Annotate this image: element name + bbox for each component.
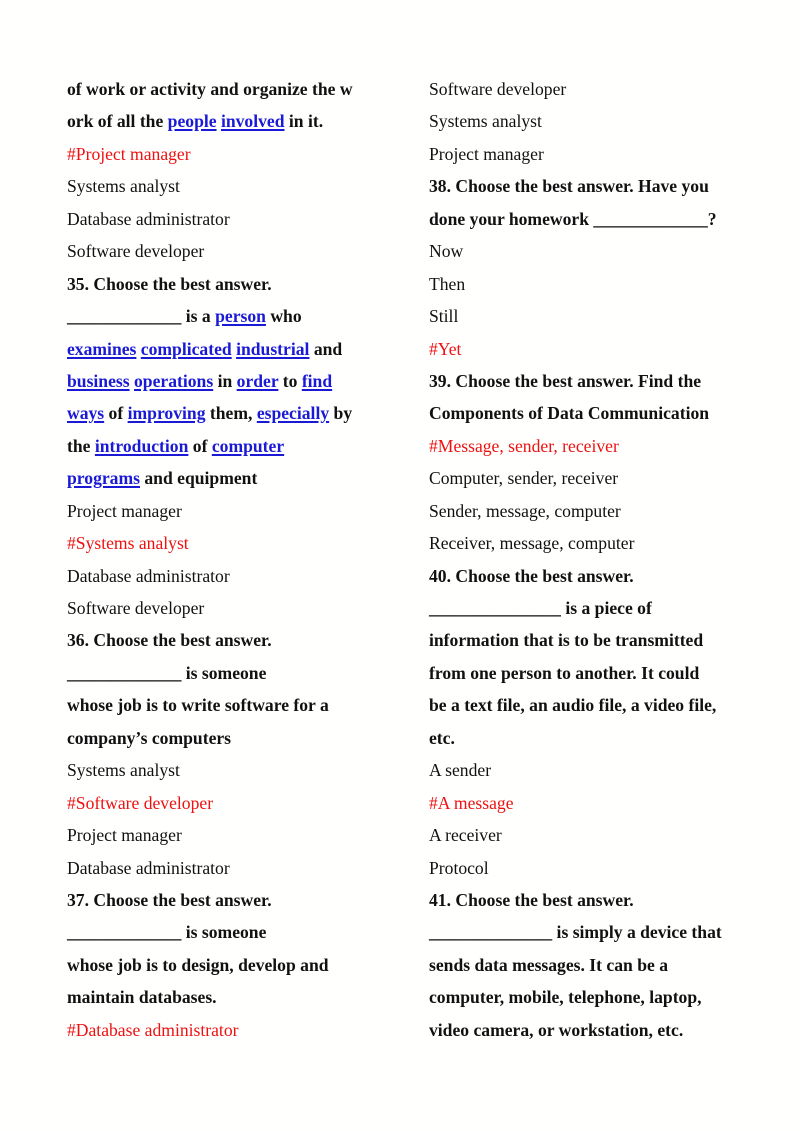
line-text: done your homework _____________?	[429, 208, 717, 229]
option-line	[429, 105, 759, 137]
line-text: 40. Choose the best answer.	[429, 565, 634, 586]
line-text: Computer, sender, receiver	[429, 468, 619, 489]
question-line	[429, 560, 759, 592]
question-line	[67, 365, 387, 397]
question-line	[67, 397, 387, 429]
word-link[interactable]: examines	[67, 338, 137, 359]
answer-line	[67, 138, 387, 170]
word-link[interactable]: programs	[67, 468, 140, 489]
question-line	[429, 722, 759, 754]
word-link[interactable]: especially	[256, 403, 330, 424]
line-text: whose job is to design, develop and	[67, 954, 329, 975]
line-text: company’s computers	[67, 727, 232, 748]
line-text: maintain databases.	[67, 987, 217, 1008]
option-line	[67, 754, 387, 786]
line-text: to	[278, 370, 302, 391]
question-line	[429, 981, 759, 1013]
line-text: of	[188, 435, 212, 456]
question-line	[67, 333, 387, 365]
line-text: in	[213, 370, 237, 391]
question-line	[67, 462, 387, 494]
option-line	[429, 819, 759, 851]
line-text: Protocol	[429, 857, 489, 878]
answer-line	[67, 787, 387, 819]
option-line	[67, 560, 387, 592]
question-line	[429, 949, 759, 981]
word-link[interactable]: person	[215, 306, 266, 327]
line-text: of work or activity and organize the w	[67, 79, 353, 99]
question-line	[67, 430, 387, 462]
question-line	[67, 884, 387, 916]
line-text: Software developer	[429, 79, 567, 99]
word-link[interactable]: industrial	[236, 338, 310, 359]
option-line	[429, 138, 759, 170]
line-text: Now	[429, 241, 464, 262]
question-line	[67, 949, 387, 981]
line-text: video camera, or workstation, etc.	[429, 1019, 684, 1040]
line-text: ______________ is simply a device that	[429, 922, 722, 943]
line-text: and equipment	[139, 468, 258, 489]
word-link[interactable]: ways	[67, 403, 105, 424]
line-text: Then	[429, 273, 466, 294]
line-text: _______________ is a piece of	[429, 598, 652, 618]
question-line	[429, 592, 759, 624]
line-text: ork of all the	[67, 111, 168, 132]
line-text: computer, mobile, telephone, laptop,	[429, 987, 702, 1008]
word-link[interactable]: order	[236, 370, 279, 391]
line-text: be a text file, an audio file, a video file,	[429, 695, 717, 716]
left-column	[67, 73, 387, 1046]
line-text: A sender	[429, 760, 492, 781]
word-link[interactable]: computer	[211, 435, 285, 456]
option-line	[67, 170, 387, 202]
word-link[interactable]: business	[67, 370, 130, 391]
line-text: them,	[205, 403, 257, 424]
line-text: who	[265, 306, 302, 327]
line-text: 36. Choose the best answer.	[67, 630, 272, 651]
answer-line	[429, 787, 759, 819]
question-line	[67, 657, 387, 689]
question-line	[67, 624, 387, 656]
answer-line	[67, 1014, 387, 1046]
option-line	[429, 73, 759, 105]
line-text: #Software developer	[67, 792, 214, 813]
question-line	[67, 722, 387, 754]
question-line	[67, 689, 387, 721]
answer-line	[429, 430, 759, 462]
line-text: Software developer	[67, 241, 205, 262]
question-line	[429, 170, 759, 202]
question-line	[67, 981, 387, 1013]
answer-line	[67, 527, 387, 559]
line-text: #A message	[429, 792, 514, 813]
line-text: Systems analyst	[67, 176, 180, 197]
line-text: by	[329, 403, 353, 424]
line-text: etc.	[429, 727, 455, 748]
line-text: Project manager	[429, 143, 544, 164]
option-line	[67, 235, 387, 267]
question-line	[429, 397, 759, 429]
option-line	[429, 462, 759, 494]
option-line	[67, 203, 387, 235]
option-line	[429, 754, 759, 786]
line-text: Database administrator	[67, 565, 230, 586]
word-link[interactable]: involved	[220, 111, 285, 132]
word-link[interactable]: introduction	[94, 435, 189, 456]
question-line	[429, 1014, 759, 1046]
line-text: and	[309, 338, 343, 359]
line-text: _____________ is a	[67, 306, 216, 327]
question-line	[67, 916, 387, 948]
option-line	[67, 592, 387, 624]
line-text: _____________ is someone	[67, 662, 267, 683]
line-text: Project manager	[67, 500, 182, 521]
line-text: information that is to be transmitted	[429, 630, 704, 651]
question-line	[67, 73, 387, 105]
option-line	[429, 235, 759, 267]
line-text: _____________ is someone	[67, 922, 267, 943]
line-text: #Systems analyst	[67, 533, 189, 554]
line-text: the	[67, 435, 95, 456]
line-text: #Message, sender, receiver	[429, 435, 619, 456]
line-text: Systems analyst	[67, 760, 180, 781]
word-link[interactable]: people	[167, 111, 217, 132]
line-text: Components of Data Communication	[429, 403, 710, 424]
line-text: whose job is to write software for a	[67, 695, 329, 716]
word-link[interactable]: find	[301, 370, 333, 391]
line-text: #Yet	[429, 338, 462, 359]
option-line	[429, 300, 759, 332]
line-text: Software developer	[67, 598, 205, 618]
line-text: in it.	[284, 111, 324, 132]
question-line	[67, 300, 387, 332]
line-text: Database administrator	[67, 857, 230, 878]
question-line	[429, 689, 759, 721]
answer-line	[429, 333, 759, 365]
question-line	[429, 203, 759, 235]
option-line	[429, 527, 759, 559]
question-line	[429, 657, 759, 689]
line-text: 35. Choose the best answer.	[67, 273, 272, 294]
line-text: Project manager	[67, 825, 182, 846]
line-text: Database administrator	[67, 208, 230, 229]
line-text: Sender, message, computer	[429, 500, 621, 521]
question-line	[429, 884, 759, 916]
option-line	[67, 495, 387, 527]
word-link[interactable]: operations	[134, 370, 214, 391]
option-line	[429, 495, 759, 527]
option-line	[67, 819, 387, 851]
question-line	[429, 916, 759, 948]
right-column	[429, 73, 759, 1046]
line-text: Systems analyst	[429, 111, 542, 132]
line-text: A receiver	[429, 825, 502, 846]
line-text: #Project manager	[67, 143, 191, 164]
line-text: 38. Choose the best answer. Have you	[429, 176, 709, 197]
question-line	[67, 105, 387, 137]
line-text: Still	[429, 306, 459, 327]
word-link[interactable]: improving	[127, 403, 206, 424]
option-line	[429, 268, 759, 300]
question-line	[429, 624, 759, 656]
line-text: Receiver, message, computer	[429, 533, 635, 554]
option-line	[429, 852, 759, 884]
line-text: 41. Choose the best answer.	[429, 889, 634, 910]
option-line	[67, 852, 387, 884]
line-text: of	[104, 403, 128, 424]
question-line	[429, 365, 759, 397]
question-line	[67, 268, 387, 300]
line-text: from one person to another. It could	[429, 662, 700, 683]
line-text: #Database administrator	[67, 1019, 239, 1040]
line-text: 39. Choose the best answer. Find the	[429, 370, 702, 391]
word-link[interactable]: complicated	[140, 338, 232, 359]
line-text: sends data messages. It can be a	[429, 954, 668, 975]
line-text: 37. Choose the best answer.	[67, 889, 272, 910]
